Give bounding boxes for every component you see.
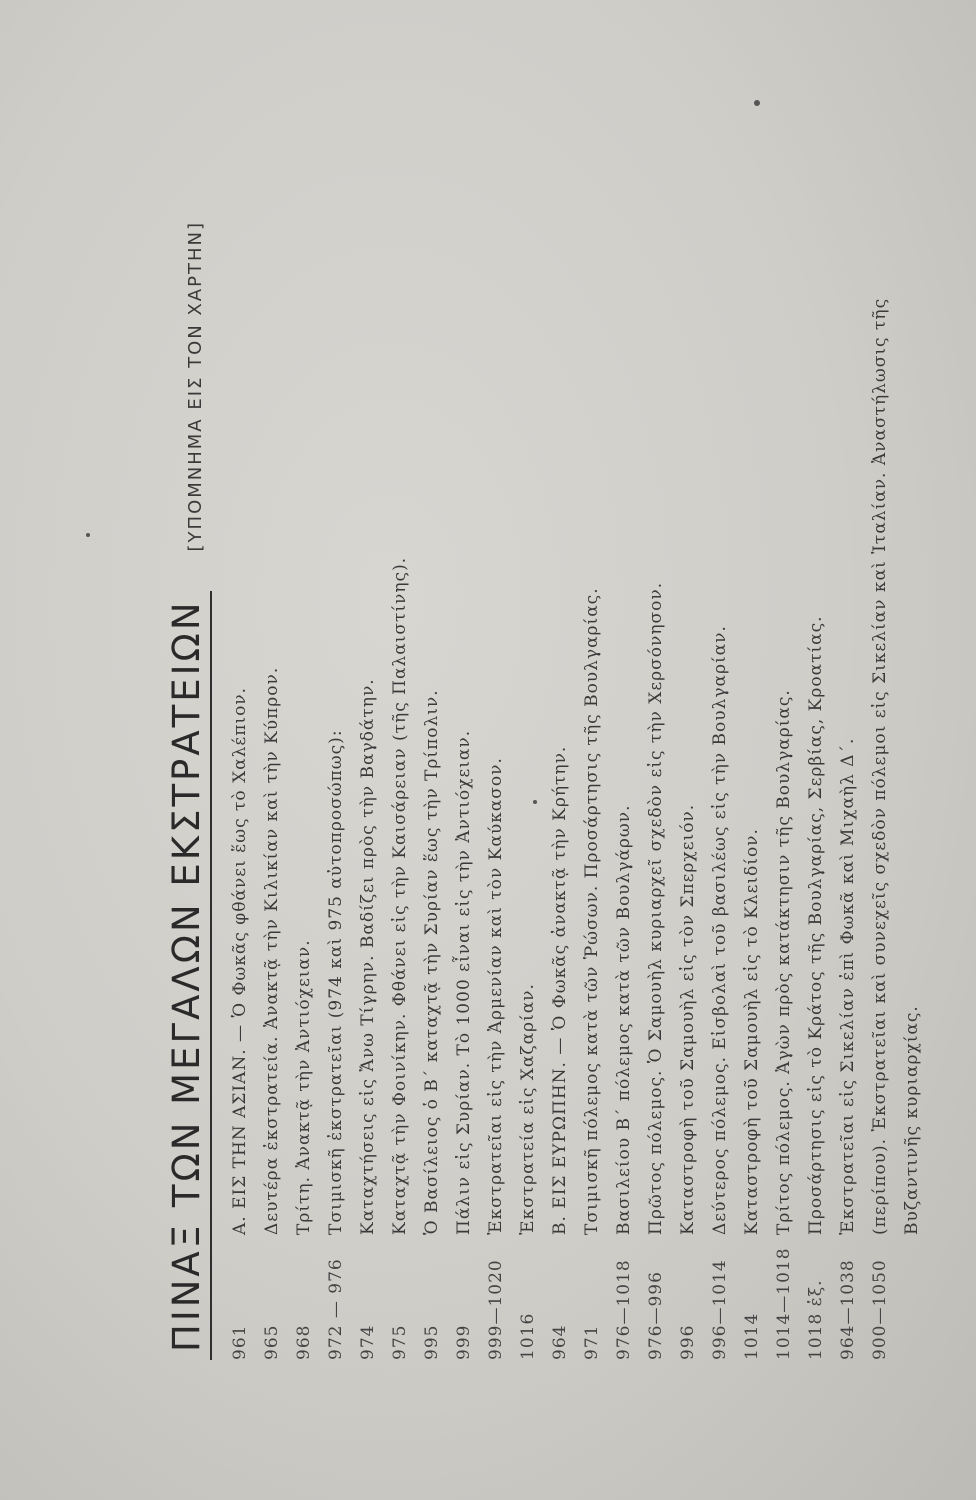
row-date: 1014—1018 xyxy=(774,1247,794,1360)
row-text: Δεύτερος πόλεμος. Εἰσβολαὶ τοῦ βασιλέως εἰς τὴν Βουλγαρίαν. xyxy=(710,625,730,1235)
row-text: Ἐκστρατεῖαι εἰς τὴν Ἀρμενίαν καὶ τὸν Καύκασον. xyxy=(486,757,506,1235)
row-date: 971 xyxy=(582,1324,602,1360)
row-text: Καταχτήσεις εἰς Ἄνω Τίγρην. Βαδίζει πρὸς τὴν Βαγδάτην. xyxy=(358,678,378,1235)
row-date: 1014 xyxy=(742,1312,762,1360)
row-text: Ὁ Βασίλειος ὁ Β΄ καταχτᾷ τὴν Συρίαν ἕως τὴν Τρίπολιν. xyxy=(422,689,442,1235)
row-date: 996—1014 xyxy=(710,1259,730,1360)
row-date: 975 xyxy=(390,1324,410,1360)
row-date: 965 xyxy=(262,1324,282,1360)
row-text: Καταστροφὴ τοῦ Σαμουὴλ εἰς τὸ Κλειδίον. xyxy=(742,828,762,1235)
table-row xyxy=(672,40,704,1360)
table-row xyxy=(704,40,736,1360)
row-date: 974 xyxy=(358,1324,378,1360)
table-row xyxy=(480,40,512,1360)
row-text: Δευτέρα ἐκστρατεία. Ἀνακτᾷ τὴν Κιλικίαν καὶ τὴν Κύπρον. xyxy=(262,666,282,1235)
table-row xyxy=(320,40,352,1360)
row-text: Τσιμισκῆ ἐκστρατεῖαι (974 καὶ 975 αὐτοπροσώπως): xyxy=(326,729,346,1235)
row-date: 996 xyxy=(678,1324,698,1360)
title-block xyxy=(152,221,212,1360)
row-date: 999 xyxy=(454,1324,474,1360)
table-row xyxy=(544,40,576,1360)
row-text: Τσιμισκῆ πόλεμος κατὰ τῶν Ῥώσων. Προσάρτησις τῆς Βουλγαρίας. xyxy=(582,587,602,1235)
row-date: 961 xyxy=(230,1324,250,1360)
table-row xyxy=(864,40,896,1360)
row-text: Καταχτᾷ τὴν Φοινίκην. Φθάνει εἰς τὴν Καισάρειαν (τῆς Παλαιστίνης). xyxy=(390,556,410,1235)
row-date: 999—1020 xyxy=(486,1259,506,1360)
row-text: Βασιλείου Β΄ πόλεμος κατὰ τῶν Βουλγάρων. xyxy=(614,804,634,1235)
row-text: Προσάρτησις εἰς τὸ Κράτος τῆς Βουλγαρίας, Σερβίας, Κροατίας. xyxy=(806,615,826,1235)
table-row xyxy=(768,40,800,1360)
table-row xyxy=(256,40,288,1360)
row-text: Τρίτη. Ἀνακτᾷ τὴν Ἀντιόχειαν. xyxy=(294,939,314,1235)
row-date: 995 xyxy=(422,1324,442,1360)
table-row xyxy=(576,40,608,1360)
row-continuation: Βυζαντινῆς κυριαρχίας. xyxy=(902,1005,922,1235)
row-text: Πάλιν εἰς Συρίαν. Τὸ 1000 εἶναι εἰς τὴν Ἀντιόχειαν. xyxy=(454,729,474,1235)
row-text: Ἐκστρατεῖαι εἰς Σικελίαν ἐπὶ Φωκᾶ καὶ Μιχαὴλ Δ΄. xyxy=(838,737,858,1235)
table-row xyxy=(288,40,320,1360)
row-text: (περίπου). Ἐκστρατεῖαι καὶ συνεχεῖς σχεδὸν πόλεμοι εἰς Σικελίαν καὶ Ἰταλίαν. Ἀναστήλωσις τῆς xyxy=(870,297,890,1235)
row-text: Καταστροφὴ τοῦ Σαμουὴλ εἰς τὸν Σπερχειόν. xyxy=(678,803,698,1235)
row-date: 964—1038 xyxy=(838,1259,858,1360)
row-date: 976—1018 xyxy=(614,1259,634,1360)
row-date: 1018 ἑξ. xyxy=(806,1279,826,1360)
table-row xyxy=(832,40,864,1360)
table-row xyxy=(384,40,416,1360)
row-text: Πρῶτος πόλεμος. Ὁ Σαμουὴλ κυριαρχεῖ σχεδὸν εἰς τὴν Χερσόνησον. xyxy=(646,581,666,1235)
row-date: 968 xyxy=(294,1324,314,1360)
table-row xyxy=(224,40,256,1360)
row-date: 964 xyxy=(550,1324,570,1360)
campaign-table xyxy=(224,40,928,1360)
table-row xyxy=(448,40,480,1360)
table-row xyxy=(608,40,640,1360)
table-row xyxy=(640,40,672,1360)
table-row xyxy=(736,40,768,1360)
table-row xyxy=(800,40,832,1360)
row-text: Ἐκστρατεία εἰς Χαζαρίαν. xyxy=(518,983,538,1235)
row-date: 976—996 xyxy=(646,1271,666,1360)
table-row xyxy=(512,40,544,1360)
row-text: Α. ΕΙΣ ΤΗΝ ΑΣΙΑΝ. — Ὁ Φωκᾶς φθάνει ἕως τὸ Χαλέπιον. xyxy=(230,686,250,1235)
page-subtitle: [ΥΠΟΜΝΗΜΑ ΕΙΣ ΤΟΝ ΧΑΡΤΗΝ] xyxy=(185,221,206,552)
table-row xyxy=(352,40,384,1360)
row-text: Β. ΕΙΣ ΕΥΡΩΠΗΝ. — Ὁ Φωκᾶς ἀνακτᾷ τὴν Κρήτην. xyxy=(550,745,570,1235)
page-title: ΠΙΝΑΞ ΤΩΝ ΜΕΓΑΛΩΝ ΕΚΣΤΡΑΤΕΙΩΝ xyxy=(165,591,212,1360)
row-date: 972 — 976 xyxy=(326,1258,346,1360)
table-row xyxy=(416,40,448,1360)
row-date: 1016 xyxy=(518,1312,538,1360)
row-date: 900—1050 xyxy=(870,1259,890,1360)
row-text: Τρίτος πόλεμος. Ἀγὼν πρὸς κατάκτησιν τῆς Βουλγαρίας. xyxy=(774,689,794,1235)
